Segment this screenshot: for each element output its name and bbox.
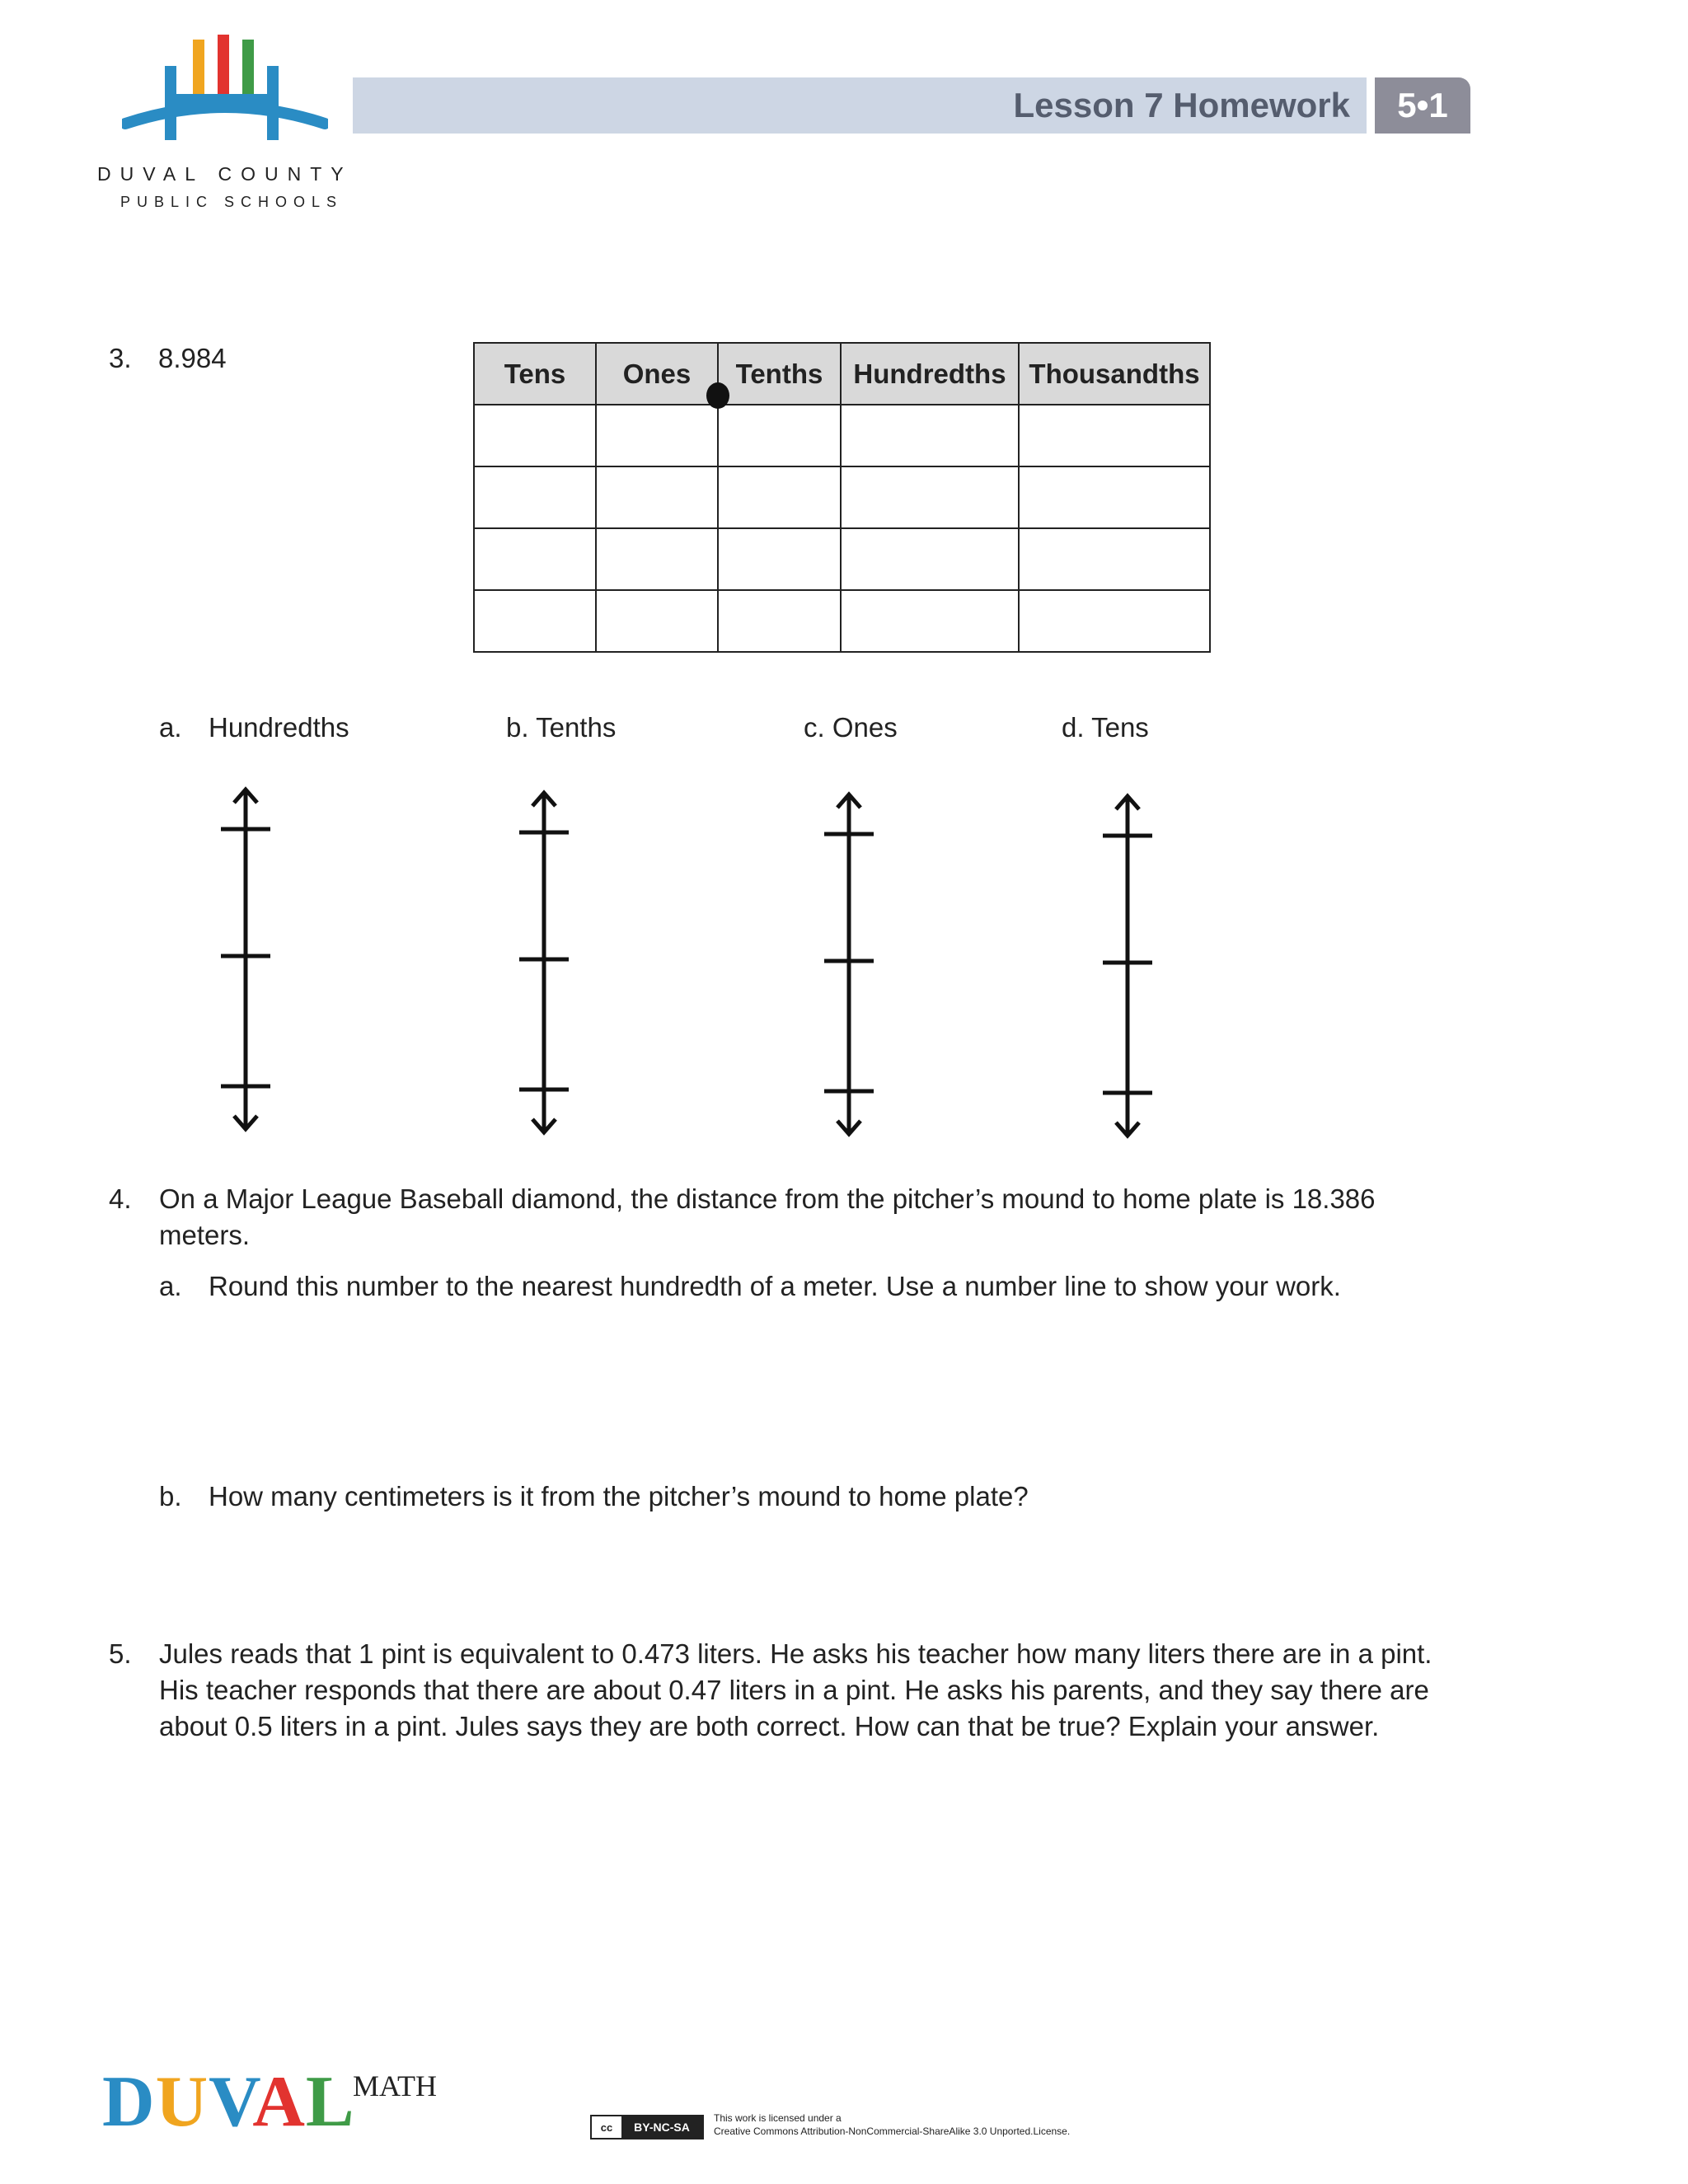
table-cell[interactable] <box>474 590 596 652</box>
q4-number: 4. <box>109 1183 132 1214</box>
logo-bar-yellow <box>193 40 204 94</box>
q4a-letter: a. <box>159 1271 182 1301</box>
table-row <box>474 405 1210 466</box>
license-line2: Creative Commons Attribution-NonCommercial-ShareAlike 3.0 Unported.License. <box>714 2125 1071 2137</box>
number-line-d[interactable] <box>1095 790 1160 1152</box>
table-cell[interactable] <box>841 590 1019 652</box>
table-cell[interactable] <box>596 528 718 590</box>
q4-text-line2: meters. <box>159 1220 251 1250</box>
number-line-c[interactable] <box>816 788 882 1151</box>
table-cell[interactable] <box>841 466 1019 528</box>
duval-letter: A <box>252 2062 306 2142</box>
module-tag: 5•1 <box>1375 77 1470 134</box>
q5-text-line2: His teacher responds that there are about 0.47 liters in a pint. He asks his parents, and they say there are <box>159 1675 1429 1705</box>
q4b-letter: b. <box>159 1481 182 1511</box>
license-line1: This work is licensed under a <box>714 2112 842 2124</box>
table-cell[interactable] <box>596 590 718 652</box>
q5-number: 5. <box>109 1638 132 1669</box>
table-cell[interactable] <box>1019 466 1210 528</box>
q4a-text: Round this number to the nearest hundredth of a meter. Use a number line to show your work. <box>209 1271 1341 1301</box>
table-row <box>474 466 1210 528</box>
duval-county-logo <box>122 33 328 148</box>
col-header-hundredths: Hundredths <box>841 343 1019 405</box>
table-cell[interactable] <box>718 528 841 590</box>
table-cell[interactable] <box>1019 405 1210 466</box>
logo-text-line2: PUBLIC SCHOOLS <box>120 194 344 210</box>
q4b-text: How many centimeters is it from the pitcher’s mound to home plate? <box>209 1481 1029 1511</box>
license-text <box>714 2111 1070 2138</box>
table-cell[interactable] <box>596 405 718 466</box>
decimal-point-dot <box>706 382 729 409</box>
table-cell[interactable] <box>718 466 841 528</box>
table-cell[interactable] <box>1019 528 1210 590</box>
q3-part-a-label: Hundredths <box>209 712 349 743</box>
logo-bar-red <box>218 35 229 94</box>
duval-letter: D <box>102 2062 156 2142</box>
table-cell[interactable] <box>718 405 841 466</box>
q4-text-line1: On a Major League Baseball diamond, the distance from the pitcher’s mound to home plate is 18.386 <box>159 1183 1376 1214</box>
q3-value: 8.984 <box>158 343 227 373</box>
col-header-tenths: Tenths <box>718 343 841 405</box>
duval-letter: V <box>209 2062 253 2142</box>
table-cell[interactable] <box>474 466 596 528</box>
q3-part-d-label: d. Tens <box>1062 712 1149 743</box>
duval-math-logo <box>102 2060 355 2144</box>
table-cell[interactable] <box>474 405 596 466</box>
table-cell[interactable] <box>596 466 718 528</box>
table-row <box>474 590 1210 652</box>
q3-part-b-label: b. Tenths <box>506 712 617 743</box>
number-line-a[interactable] <box>213 783 279 1146</box>
q5-text-line1: Jules reads that 1 pint is equivalent to 0.473 liters. He asks his teacher how many liters there are in a pint. <box>159 1638 1432 1669</box>
math-label: MATH <box>353 2069 438 2102</box>
duval-letter: U <box>155 2062 209 2142</box>
col-header-tens: Tens <box>474 343 596 405</box>
q3-part-c-label: c. Ones <box>804 712 898 743</box>
q3-part-a-letter: a. <box>159 712 182 743</box>
table-cell[interactable] <box>718 590 841 652</box>
table-cell[interactable] <box>841 405 1019 466</box>
table-cell[interactable] <box>841 528 1019 590</box>
table-cell[interactable] <box>1019 590 1210 652</box>
lesson-title: Lesson 7 Homework <box>1013 86 1350 124</box>
table-header-row <box>474 343 1210 405</box>
table-cell[interactable] <box>474 528 596 590</box>
table-row <box>474 528 1210 590</box>
logo-bar-green <box>242 40 254 94</box>
duval-letter: L <box>305 2062 355 2142</box>
number-line-b[interactable] <box>511 786 577 1149</box>
cc-badge-label: BY-NC-SA <box>621 2116 702 2138</box>
cc-icon: cc <box>600 2121 613 2134</box>
q5-text-line3: about 0.5 liters in a pint. Jules says they are both correct. How can that be true? Explain your answer. <box>159 1711 1380 1741</box>
place-value-table <box>473 342 1211 653</box>
logo-text-line1: DUVAL COUNTY <box>97 163 353 185</box>
col-header-ones: Ones <box>596 343 718 405</box>
col-header-thousandths: Thousandths <box>1019 343 1210 405</box>
cc-license-badge[interactable] <box>590 2115 704 2139</box>
q3-number: 3. <box>109 343 132 373</box>
logo-arch <box>125 107 325 124</box>
